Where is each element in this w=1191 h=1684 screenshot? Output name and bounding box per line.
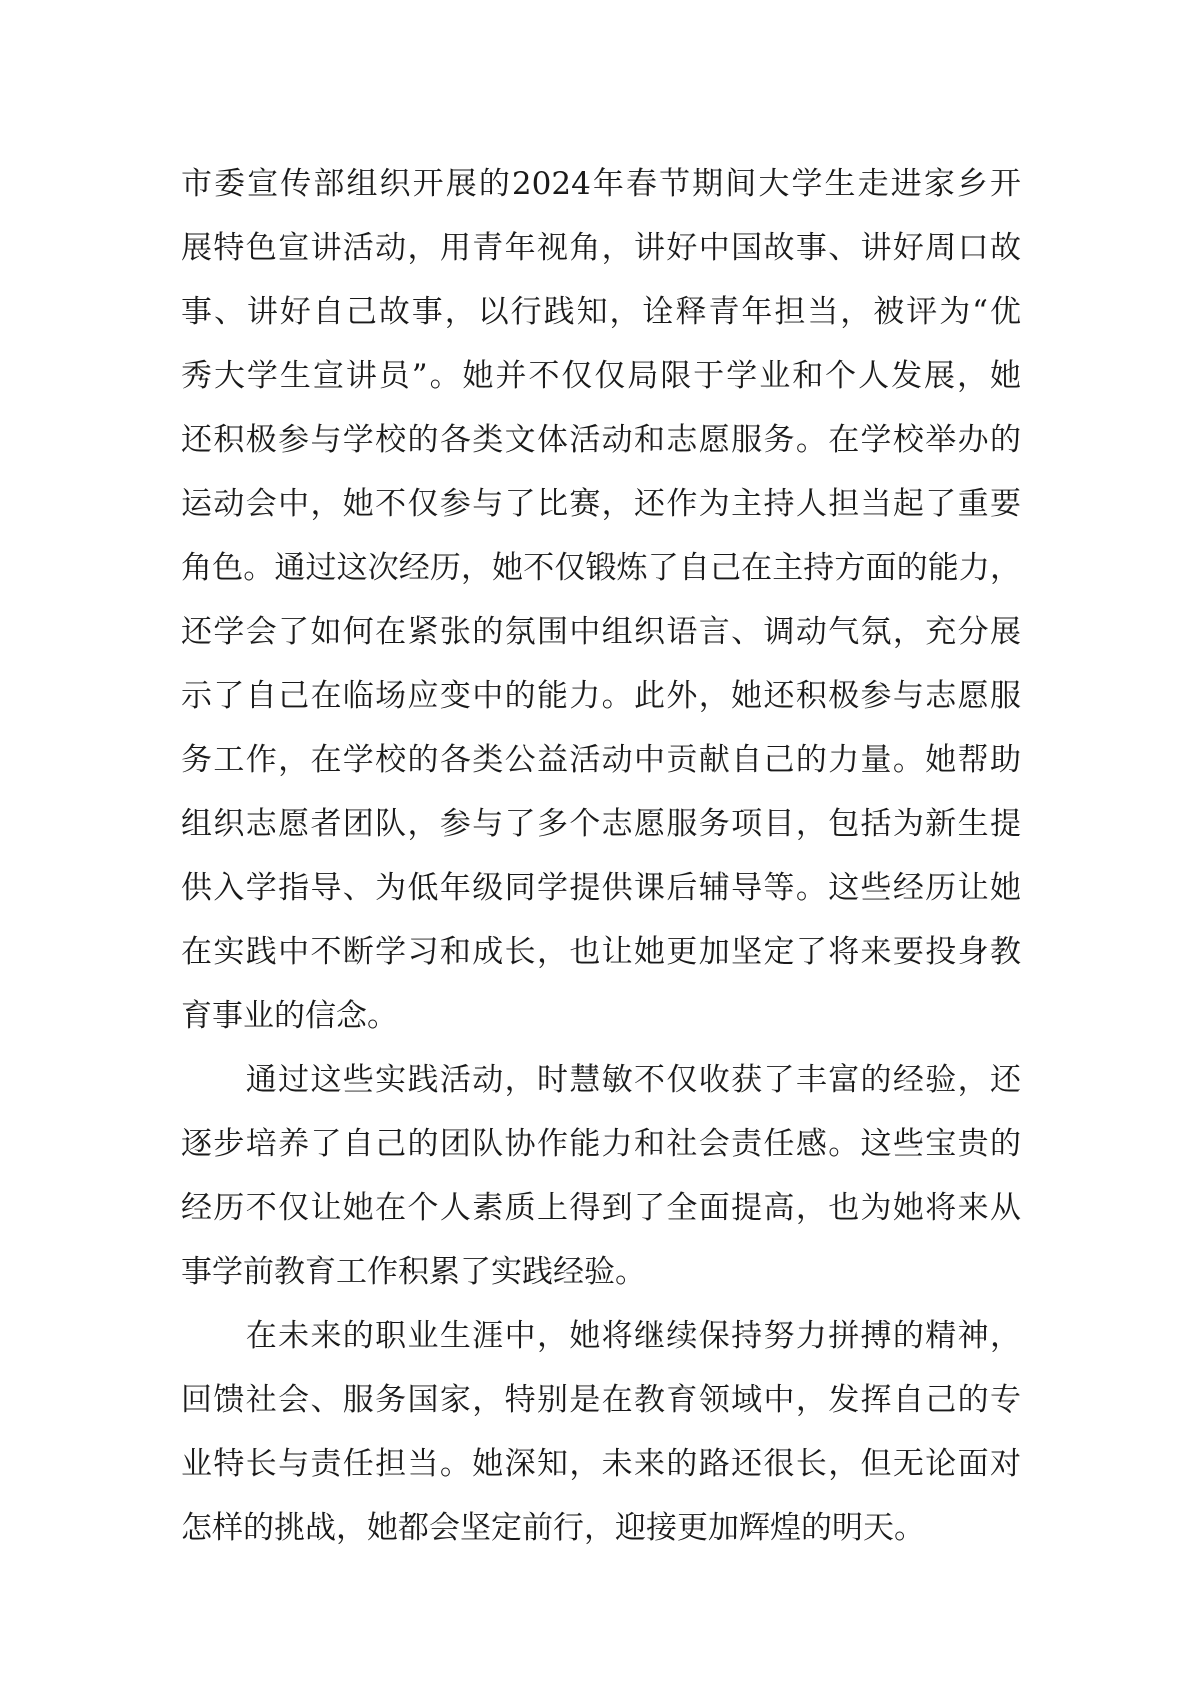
text-line: 事、讲好自己故事，以行践知，诠释青年担当，被评为“优 [181,294,1021,330]
text-line: 经历不仅让她在个人素质上得到了全面提高，也为她将来从 [181,1190,1021,1226]
text-line: 展特色宣讲活动，用青年视角，讲好中国故事、讲好周口故 [181,230,1021,266]
text-line: 供入学指导、为低年级同学提供课后辅导等。这些经历让她 [181,870,1021,906]
text-line: 市委宣传部组织开展的2024年春节期间大学生走进家乡开 [181,166,1021,202]
text-line: 逐步培养了自己的团队协作能力和社会责任感。这些宝贵的 [181,1126,1021,1162]
text-line: 在实践中不断学习和成长，也让她更加坚定了将来要投身教 [181,934,1021,970]
paragraph-3 [181,1304,1021,1560]
text-line: 回馈社会、服务国家，特别是在教育领域中，发挥自己的专 [181,1382,1021,1418]
paragraph-1 [181,152,1021,1048]
text-line: 秀大学生宣讲员”。她并不仅仅局限于学业和个人发展，她 [181,358,1021,394]
text-line: 育事业的信念。 [181,998,398,1034]
text-line: 角色。通过这次经历，她不仅锻炼了自己在主持方面的能力， [181,550,1021,586]
paragraph-2 [181,1048,1021,1304]
text-line: 事学前教育工作积累了实践经验。 [181,1254,646,1290]
text-line: 通过这些实践活动，时慧敏不仅收获了丰富的经验，还 [181,1062,1021,1098]
text-line: 示了自己在临场应变中的能力。此外，她还积极参与志愿服 [181,678,1021,714]
document-body [181,152,1021,1560]
text-line: 运动会中，她不仅参与了比赛，还作为主持人担当起了重要 [181,486,1021,522]
text-line: 务工作，在学校的各类公益活动中贡献自己的力量。她帮助 [181,742,1021,778]
text-line: 组织志愿者团队，参与了多个志愿服务项目，包括为新生提 [181,806,1021,842]
text-line: 业特长与责任担当。她深知，未来的路还很长，但无论面对 [181,1446,1021,1482]
text-line: 怎样的挑战，她都会坚定前行，迎接更加辉煌的明天。 [181,1510,925,1546]
text-line: 还学会了如何在紧张的氛围中组织语言、调动气氛，充分展 [181,614,1021,650]
text-line: 在未来的职业生涯中，她将继续保持努力拼搏的精神， [181,1318,1021,1354]
text-line: 还积极参与学校的各类文体活动和志愿服务。在学校举办的 [181,422,1021,458]
